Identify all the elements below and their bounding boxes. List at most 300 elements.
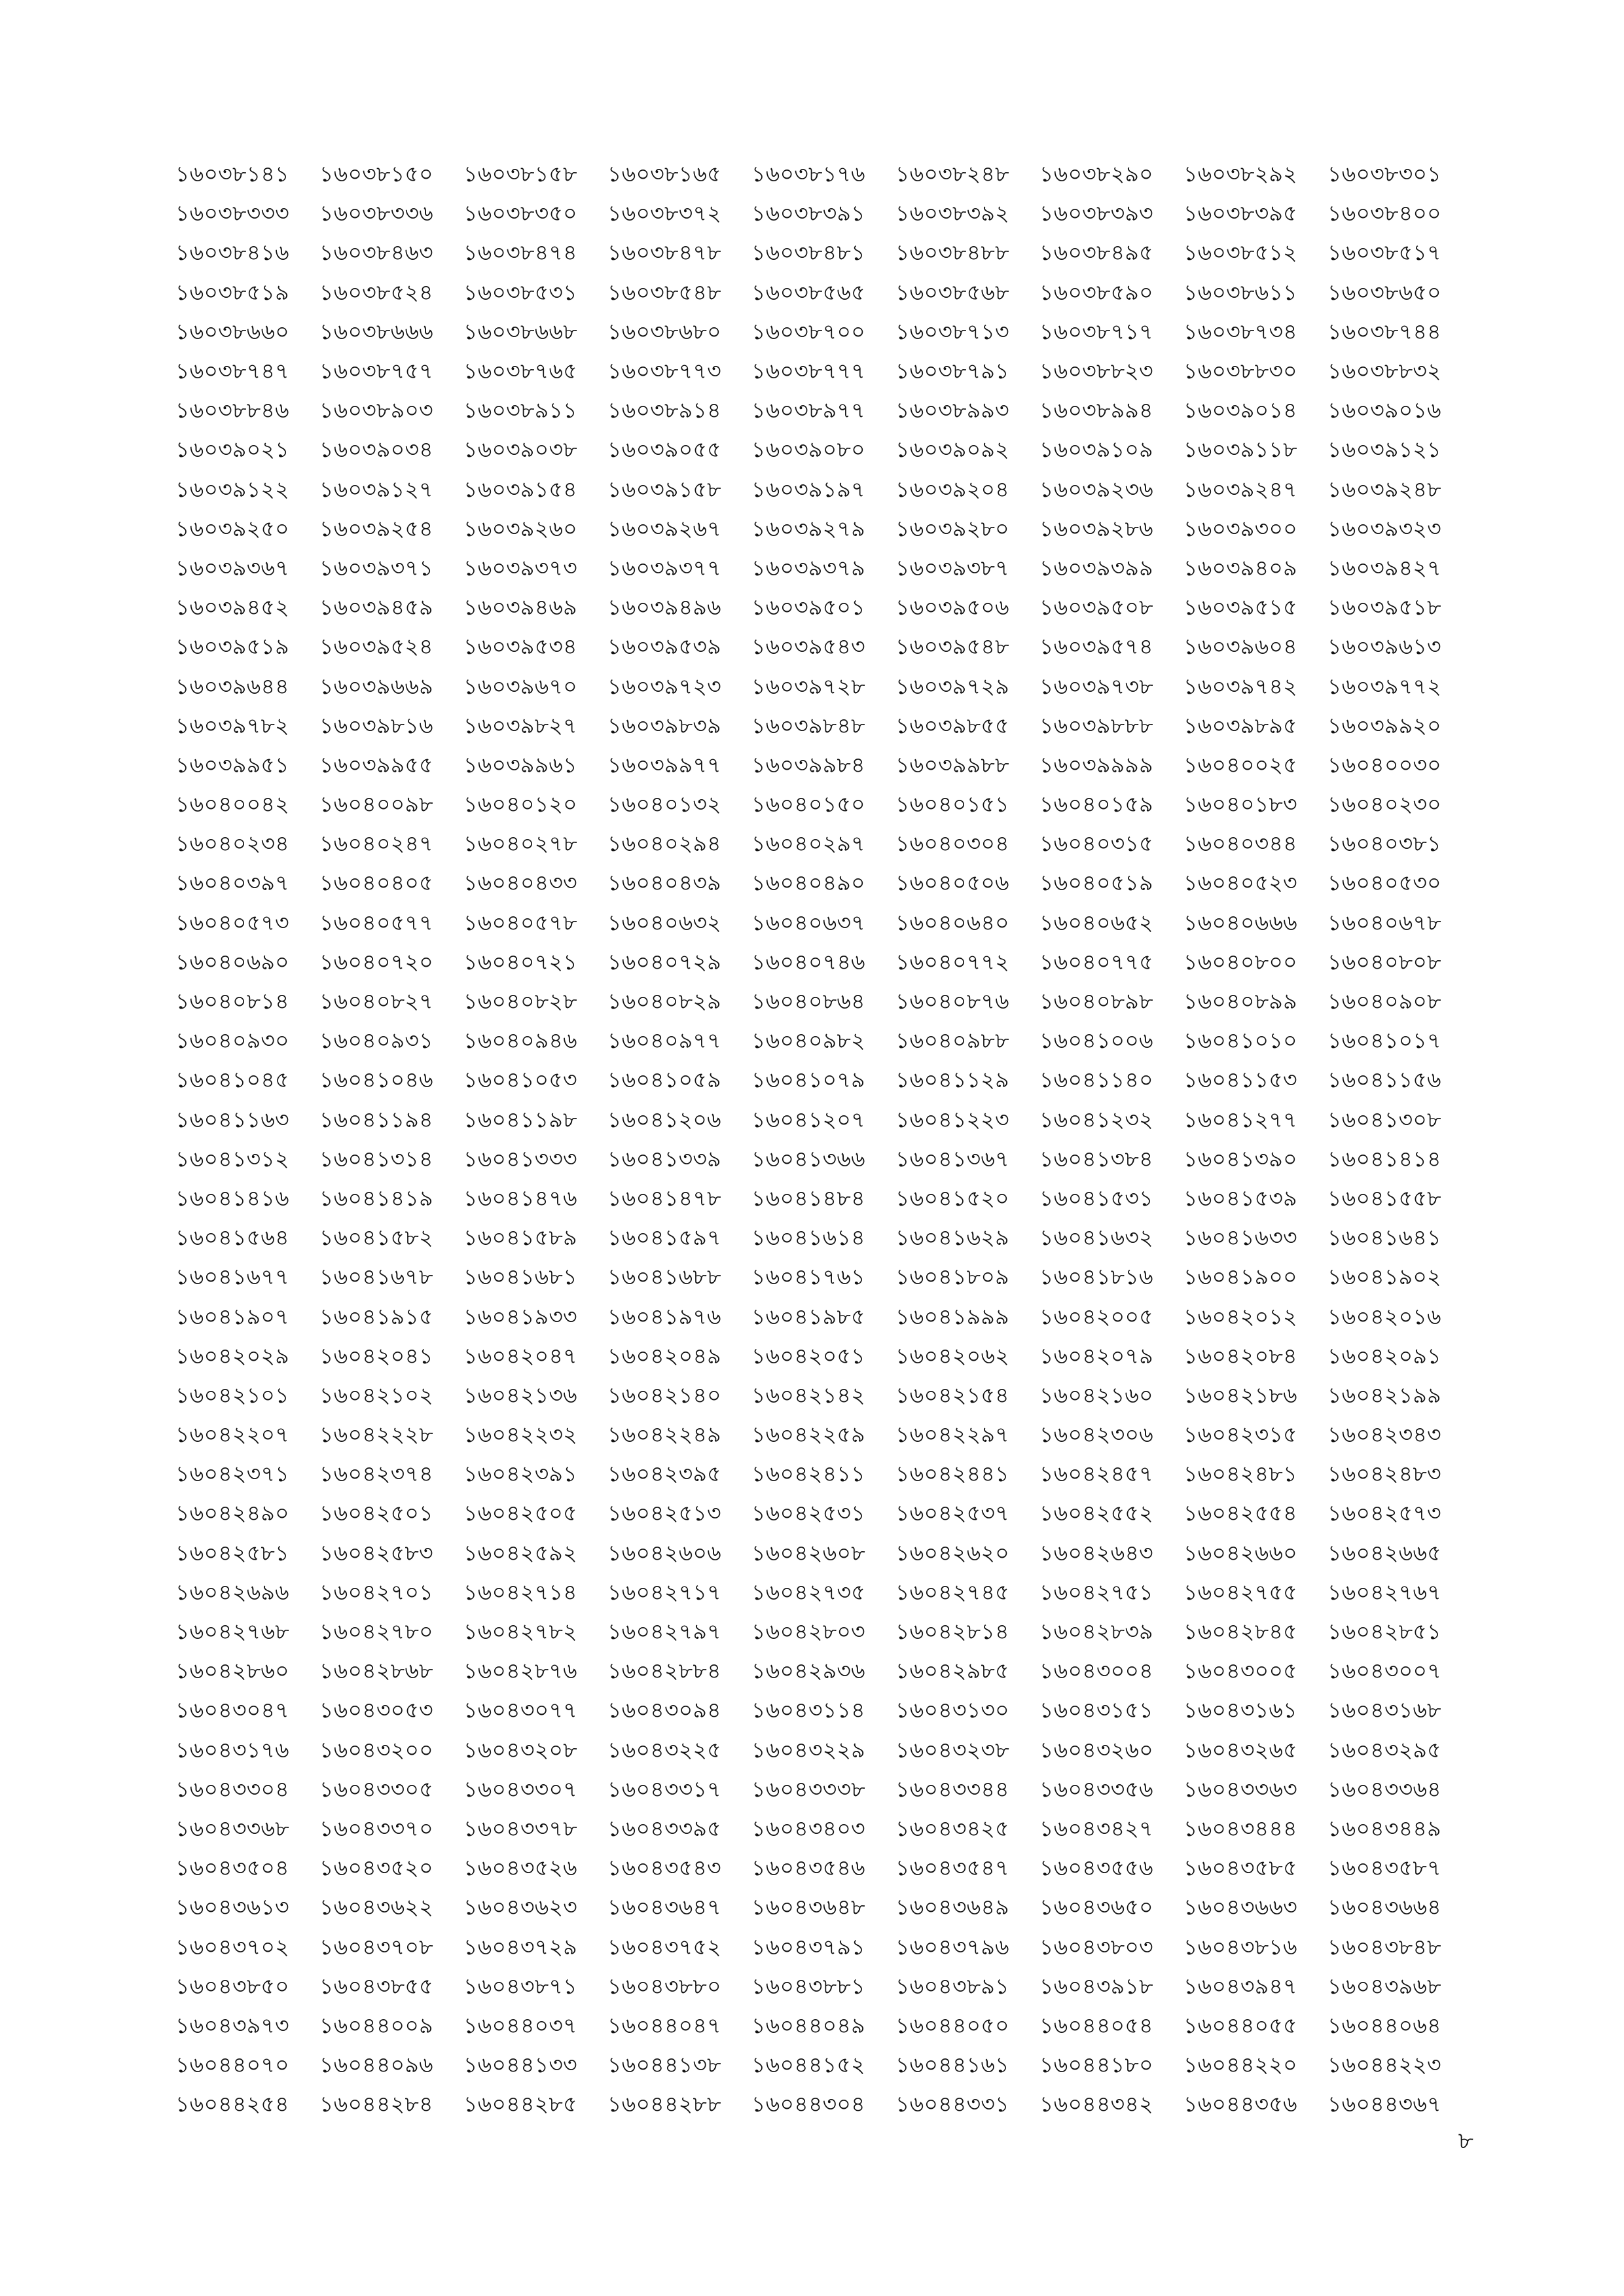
roll-number-cell: ১৬০৩৮৫২৪ [319,279,433,305]
roll-number-cell: ১৬০৪১৮১৬ [1039,1264,1153,1290]
roll-number-cell: ১৬০৪৩১৫১ [1039,1697,1153,1723]
roll-number-cell: ১৬০৪০৩৮১ [1327,831,1441,857]
roll-number-cell: ১৬০৪৩০৪৭ [175,1697,289,1723]
roll-number-cell: ১৬০৪০৮২৭ [319,988,433,1014]
roll-number-cell: ১৬০৪৩১৩০ [895,1697,1009,1723]
table-row [175,1651,1471,1691]
roll-number-cell: ১৬০৪৪২৮৪ [319,2091,433,2117]
roll-number-cell: ১৬০৪২৪১১ [751,1461,865,1487]
roll-number-cell: ১৬০৪২০৪৯ [607,1342,721,1369]
roll-number-cell: ১৬০৪৩৬৬৪ [1327,1894,1441,1920]
roll-number-cell: ১৬০৪০২৩০ [1327,791,1441,817]
table-row [175,1336,1471,1376]
roll-number-cell: ১৬০৪০৯৮২ [751,1028,865,1054]
roll-number-cell: ১৬০৩৯৮৮৮ [1039,712,1153,738]
roll-number-cell: ১৬০৩৯৭২৮ [751,673,865,699]
roll-number-cell: ১৬০৩৮৭৪৪ [1327,318,1441,344]
roll-number-cell: ১৬০৪১৬৪১ [1327,1225,1441,1251]
roll-number-cell: ১৬০৪১৭৬১ [751,1264,865,1290]
roll-number-cell: ১৬০৩৯৮৫৫ [895,712,1009,738]
roll-number-cell: ১৬০৪১২৩২ [1039,1106,1153,1132]
roll-number-cell: ১৬০৪১০১৭ [1327,1028,1441,1054]
roll-number-cell: ১৬০৪৩৩৫৬ [1039,1776,1153,1802]
roll-number-cell: ১৬০৩৯৫৭৪ [1039,634,1153,660]
roll-number-cell: ১৬০৪০১৫১ [895,791,1009,817]
roll-number-cell: ১৬০৪১১৪০ [1039,1067,1153,1093]
roll-number-cell: ১৬০৪৩৫৮৭ [1327,1855,1441,1881]
roll-number-cell: ১৬০৩৯১৫৮ [607,476,721,502]
roll-number-cell: ১৬০৪১০৫৯ [607,1067,721,1093]
roll-number-cell: ১৬০৩৮৫১৭ [1327,240,1441,266]
roll-number-cell: ১৬০৪৩৮৭১ [463,1973,577,1999]
roll-number-cell: ১৬০৪৩৯৪৭ [1183,1973,1297,1999]
roll-number-cell: ১৬০৪১২৭৭ [1183,1106,1297,1132]
roll-number-cell: ১৬০৪৩২০০ [319,1736,433,1763]
roll-number-cell: ১৬০৪০০৯৮ [319,791,433,817]
table-row [175,509,1471,548]
table-row [175,1100,1471,1139]
roll-number-cell: ১৬০৪২৫৫৪ [1183,1500,1297,1526]
roll-number-cell: ১৬০৪১৪৭৮ [607,1185,721,1211]
roll-number-cell: ১৬০৪০৭৭২ [895,948,1009,975]
roll-number-cell: ১৬০৩৯২৫০ [175,515,289,541]
roll-number-cell: ১৬০৪৩৪০৩ [751,1815,865,1841]
roll-number-cell: ১৬০৪০৪৩৯ [607,870,721,896]
roll-number-cell: ১৬০৪৩২৯৫ [1327,1736,1441,1763]
roll-number-cell: ১৬০৪০২৭৮ [463,831,577,857]
roll-number-cell: ১৬০৪৩৫০৪ [175,1855,289,1881]
roll-number-cell: ১৬০৩৮১৪১ [175,161,289,187]
roll-number-cell: ১৬০৪২৩৪৩ [1327,1422,1441,1448]
roll-number-cell: ১৬০৪১৫৩৯ [1183,1185,1297,1211]
roll-number-cell: ১৬০৩৮৫৬৫ [751,279,865,305]
roll-number-cell: ১৬০৩৯৩৯৯ [1039,554,1153,581]
roll-number-cell: ১৬০৩৯৭৪২ [1183,673,1297,699]
roll-number-cell: ১৬০৩৯১২১ [1327,437,1441,463]
table-row [175,351,1471,391]
roll-number-cell: ১৬০৩৮১৫৮ [463,161,577,187]
roll-number-cell: ১৬০৩৯৯৫৫ [319,751,433,778]
roll-number-cell: ১৬০৪২৪৮১ [1183,1461,1297,1487]
roll-number-cell: ১৬০৪৩৭৯৬ [895,1933,1009,1960]
roll-number-cell: ১৬০৩৯২৬০ [463,515,577,541]
roll-number-cell: ১৬০৩৯০৯২ [895,437,1009,463]
table-row [175,2085,1471,2124]
roll-number-cell: ১৬০৪১৫৬৪ [175,1225,289,1251]
roll-number-cell: ১৬০৩৯৩৭৭ [607,554,721,581]
roll-number-cell: ১৬০৪০৫২৩ [1183,870,1297,896]
roll-number-cell: ১৬০৩৮৯৯৩ [895,397,1009,423]
roll-number-cell: ১৬০৪৩৪৪৯ [1327,1815,1441,1841]
roll-number-cell: ১৬০৩৮৯১৪ [607,397,721,423]
table-row [175,548,1471,588]
roll-number-table [175,154,1471,2124]
roll-number-cell: ১৬০৪২৮৪৫ [1183,1619,1297,1645]
roll-number-cell: ১৬০৩৯০৫৫ [607,437,721,463]
roll-number-cell: ১৬০৪১০৪৫ [175,1067,289,1093]
roll-number-cell: ১৬০৩৮৮৩০ [1183,358,1297,384]
roll-number-cell: ১৬০৪৪৩৬৭ [1327,2091,1441,2117]
roll-number-cell: ১৬০৪১৪৮৪ [751,1185,865,1211]
roll-number-cell: ১৬০৪২৮১৪ [895,1619,1009,1645]
roll-number-cell: ১৬০৪২৫০৫ [463,1500,577,1526]
roll-number-cell: ১৬০৪২৮৩৯ [1039,1619,1153,1645]
roll-number-cell: ১৬০৪২৭৪৫ [895,1579,1009,1605]
roll-number-cell: ১৬০৩৯৪০৯ [1183,554,1297,581]
roll-number-cell: ১৬০৩৯২৭৯ [751,515,865,541]
roll-number-cell: ১৬০৪৩০০৪ [1039,1658,1153,1684]
roll-number-cell: ১৬০৪৩৭২৯ [463,1933,577,1960]
roll-number-cell: ১৬০৪১৩৮৪ [1039,1145,1153,1172]
roll-number-cell: ১৬০৪১৯০৭ [175,1303,289,1329]
roll-number-cell: ১৬০৩৮৯১১ [463,397,577,423]
roll-number-cell: ১৬০৪০৭২৯ [607,948,721,975]
roll-number-cell: ১৬০৩৮৯০৩ [319,397,433,423]
roll-number-cell: ১৬০৪১৯৭৬ [607,1303,721,1329]
roll-number-cell: ১৬০৪২৮৭৬ [463,1658,577,1684]
roll-number-cell: ১৬০৪১৬৩৩ [1183,1225,1297,1251]
roll-number-cell: ১৬০৪০৮০০ [1183,948,1297,975]
table-row [175,1376,1471,1415]
roll-number-cell: ১৬০৪২৮৬৮ [319,1658,433,1684]
roll-number-cell: ১৬০৪৩৯১৮ [1039,1973,1153,1999]
table-row [175,1060,1471,1100]
roll-number-cell: ১৬০৪২০৯১ [1327,1342,1441,1369]
roll-number-cell: ১৬০৪১৫৩১ [1039,1185,1153,1211]
roll-number-cell: ১৬০৩৯৫১৮ [1327,594,1441,620]
table-row [175,1494,1471,1533]
roll-number-cell: ১৬০৪১৪৭৬ [463,1185,577,1211]
roll-number-cell: ১৬০৪২৭৬৭ [1327,1579,1441,1605]
roll-number-cell: ১৬০৩৮৩৩৬ [319,200,433,226]
roll-number-cell: ১৬০৪২৪৪১ [895,1461,1009,1487]
table-row [175,1179,1471,1218]
roll-number-cell: ১৬০৩৮৩৯৩ [1039,200,1153,226]
table-row [175,312,1471,351]
roll-number-cell: ১৬০৩৯৪৫৯ [319,594,433,620]
roll-number-cell: ১৬০৩৮৬৮০ [607,318,721,344]
roll-number-cell: ১৬০৪১২২৩ [895,1106,1009,1132]
roll-number-cell: ১৬০৪৪১৩৮ [607,2052,721,2078]
roll-number-cell: ১৬০৪২৫৩৭ [895,1500,1009,1526]
roll-number-cell: ১৬০৪৩৭০৮ [319,1933,433,1960]
roll-number-cell: ১৬০৪২৬৬৫ [1327,1539,1441,1566]
roll-number-cell: ১৬০৪০৯০৮ [1327,988,1441,1014]
roll-number-cell: ১৬০৪০৯৮৮ [895,1028,1009,1054]
roll-number-cell: ১৬০৩৮৪৮১ [751,240,865,266]
roll-number-cell: ১৬০৩৯৬৪৪ [175,673,289,699]
roll-number-cell: ১৬০৪০৯৪৬ [463,1028,577,1054]
roll-number-cell: ১৬০৪৩৫৪৩ [607,1855,721,1881]
roll-number-cell: ১৬০৪০৫০৬ [895,870,1009,896]
roll-number-cell: ১৬০৪২৯৩৬ [751,1658,865,1684]
roll-number-cell: ১৬০৪১৫৮৯ [463,1225,577,1251]
roll-number-cell: ১৬০৩৯১০৯ [1039,437,1153,463]
roll-number-cell: ১৬০৪১০৪৬ [319,1067,433,1093]
roll-number-cell: ১৬০৪০৭৪৬ [751,948,865,975]
roll-number-cell: ১৬০৪৩৮৫০ [175,1973,289,1999]
table-row [175,1927,1471,1966]
roll-number-cell: ১৬০৪২১৮৬ [1183,1382,1297,1408]
roll-number-cell: ১৬০৩৮৮২৩ [1039,358,1153,384]
roll-number-cell: ১৬০৪১৪১৪ [1327,1145,1441,1172]
roll-number-cell: ১৬০৪১৩৩৩ [463,1145,577,1172]
roll-number-cell: ১৬০৪০৩০৪ [895,831,1009,857]
roll-number-cell: ১৬০৩৯০৩৮ [463,437,577,463]
roll-number-cell: ১৬০৪৩৩৩৮ [751,1776,865,1802]
table-row [175,1415,1471,1454]
roll-number-cell: ১৬০৩৮৬৬৮ [463,318,577,344]
roll-number-cell: ১৬০৩৯০১৬ [1327,397,1441,423]
roll-number-cell: ১৬০৪৩২২৯ [751,1736,865,1763]
roll-number-cell: ১৬০৪৩৩৭৮ [463,1815,577,1841]
roll-number-cell: ১৬০৪০০৪২ [175,791,289,817]
roll-number-cell: ১৬০৪০৪৯০ [751,870,865,896]
roll-number-cell: ১৬০৩৯৯৯৯ [1039,751,1153,778]
roll-number-cell: ১৬০৪০২৪৭ [319,831,433,857]
roll-number-cell: ১৬০৩৯২৪৮ [1327,476,1441,502]
roll-number-cell: ১৬০৪১৩৬৭ [895,1145,1009,1172]
table-row [175,391,1471,430]
roll-number-cell: ১৬০৪১৩৯০ [1183,1145,1297,1172]
roll-number-cell: ১৬০৪২৮৮৪ [607,1658,721,1684]
roll-number-cell: ১৬০৪০১৩২ [607,791,721,817]
roll-number-cell: ১৬০৪৪০৯৬ [319,2052,433,2078]
roll-number-cell: ১৬০৩৯৬০৪ [1183,634,1297,660]
roll-number-cell: ১৬০৪০২৩৪ [175,831,289,857]
roll-number-cell: ১৬০৩৮৩৯২ [895,200,1009,226]
roll-number-cell: ১৬০৪২০০৫ [1039,1303,1153,1329]
roll-number-cell: ১৬০৪০৫৭৮ [463,909,577,935]
roll-number-cell: ১৬০৩৮৫৬৮ [895,279,1009,305]
roll-number-cell: ১৬০৪৪০৫০ [895,2012,1009,2038]
table-row [175,1257,1471,1297]
roll-number-cell: ১৬০৪২০৫১ [751,1342,865,1369]
roll-number-cell: ১৬০৩৮৪০০ [1327,200,1441,226]
roll-number-cell: ১৬০৪১১৬৩ [175,1106,289,1132]
roll-number-cell: ১৬০৪২০১৬ [1327,1303,1441,1329]
roll-number-cell: ১৬০৪৩৫২৬ [463,1855,577,1881]
roll-number-cell: ১৬০৩৯২৮০ [895,515,1009,541]
roll-number-cell: ১৬০৩৯৩০০ [1183,515,1297,541]
roll-number-cell: ১৬০৩৯৫০৮ [1039,594,1153,620]
roll-number-cell: ১৬০৪৩৪৪৪ [1183,1815,1297,1841]
roll-number-cell: ১৬০৪১৯৮৫ [751,1303,865,1329]
roll-number-cell: ১৬০৪৩২২৫ [607,1736,721,1763]
table-row [175,1888,1471,1927]
table-row [175,1454,1471,1494]
roll-number-cell: ১৬০৪৩৮৪৮ [1327,1933,1441,1960]
roll-number-cell: ১৬০৪৩৫৮৫ [1183,1855,1297,1881]
roll-number-cell: ১৬০৩৯৯২০ [1327,712,1441,738]
roll-number-cell: ১৬০৪২৯৮৫ [895,1658,1009,1684]
table-row [175,824,1471,863]
roll-number-cell: ১৬০৪০৩৪৪ [1183,831,1297,857]
roll-number-cell: ১৬০৪২১৪০ [607,1382,721,1408]
roll-number-cell: ১৬০৪৩৫৫৬ [1039,1855,1153,1881]
roll-number-cell: ১৬০৪০৮৯৮ [1039,988,1153,1014]
roll-number-cell: ১৬০৩৯৫২৪ [319,634,433,660]
roll-number-cell: ১৬০৪০৮২৯ [607,988,721,1014]
roll-number-cell: ১৬০৪৪১৫২ [751,2052,865,2078]
roll-number-cell: ১৬০৪১৯৩৩ [463,1303,577,1329]
roll-number-cell: ১৬০৪২২০৭ [175,1422,289,1448]
roll-number-cell: ১৬০৩৮৭১৩ [895,318,1009,344]
roll-number-cell: ১৬০৪৩০৯৪ [607,1697,721,1723]
roll-number-cell: ১৬০৩৯৪৬৯ [463,594,577,620]
roll-number-cell: ১৬০৩৮৩০১ [1327,161,1441,187]
roll-number-cell: ১৬০৩৮৪৭৪ [463,240,577,266]
roll-number-cell: ১৬০৪১৫৫৮ [1327,1185,1441,1211]
roll-number-cell: ১৬০৩৯৩৭১ [319,554,433,581]
roll-number-cell: ১৬০৩৯৫১৯ [175,634,289,660]
roll-number-cell: ১৬০৩৮২৪৮ [895,161,1009,187]
roll-number-cell: ১৬০৪২৮০৩ [751,1619,865,1645]
roll-number-cell: ১৬০৩৮৭৪৭ [175,358,289,384]
roll-number-cell: ১৬০৩৯৫০১ [751,594,865,620]
roll-number-cell: ১৬০৩৮৬৬০ [175,318,289,344]
table-row [175,1297,1471,1336]
roll-number-cell: ১৬০৪৩৬৬৩ [1183,1894,1297,1920]
roll-number-cell: ১৬০৪৩৬২২ [319,1894,433,1920]
roll-number-table-body [175,154,1471,2124]
roll-number-cell: ১৬০৪১৮০৯ [895,1264,1009,1290]
roll-number-cell: ১৬০৪০১৫০ [751,791,865,817]
table-row [175,470,1471,509]
roll-number-cell: ১৬০৪০৯৩০ [175,1028,289,1054]
roll-number-cell: ১৬০৪২৫৭৩ [1327,1500,1441,1526]
roll-number-cell: ১৬০৪২৭৫১ [1039,1579,1153,1605]
roll-number-cell: ১৬০৪৩৫৪৬ [751,1855,865,1881]
roll-number-cell: ১৬০৪৩৮৮১ [751,1973,865,1999]
roll-number-cell: ১৬০৪২৮৬০ [175,1658,289,1684]
roll-number-cell: ১৬০৪৩৬৪৯ [895,1894,1009,1920]
roll-number-cell: ১৬০৩৯৮৪৮ [751,712,865,738]
roll-number-cell: ১৬০৪১৯৯৯ [895,1303,1009,1329]
roll-number-cell: ১৬০৪৪০৪৭ [607,2012,721,2038]
roll-number-cell: ১৬০৩৯৮১৬ [319,712,433,738]
roll-number-cell: ১৬০৪০৬৩২ [607,909,721,935]
roll-number-cell: ১৬০৪০৬৪০ [895,909,1009,935]
roll-number-cell: ১৬০৩৯১১৮ [1183,437,1297,463]
roll-number-cell: ১৬০৩৯০৩৪ [319,437,433,463]
roll-number-cell: ১৬০৪১৬৭৮ [319,1264,433,1290]
table-row [175,1573,1471,1612]
roll-number-cell: ১৬০৩৮৪৬৩ [319,240,433,266]
roll-number-cell: ১৬০৪২১০২ [319,1382,433,1408]
roll-number-cell: ১৬০৩৯৭২৩ [607,673,721,699]
roll-number-cell: ১৬০৩৯৩৮৭ [895,554,1009,581]
roll-number-cell: ১৬০৪১১৫৬ [1327,1067,1441,1093]
table-row [175,1691,1471,1730]
roll-number-cell: ১৬০৩৮৬৫০ [1327,279,1441,305]
roll-number-cell: ১৬০৪৩৮১৬ [1183,1933,1297,1960]
roll-number-cell: ১৬০৪০৬৯০ [175,948,289,975]
roll-number-cell: ১৬০৪৪১৬১ [895,2052,1009,2078]
roll-number-cell: ১৬০৪৪২৮৫ [463,2091,577,2117]
roll-number-cell: ১৬০৩৮৭৬৫ [463,358,577,384]
table-row [175,785,1471,824]
roll-number-cell: ১৬০৪৪২২০ [1183,2052,1297,2078]
page-number: ৮ [1458,2128,1473,2155]
roll-number-cell: ১৬০৪২১০১ [175,1382,289,1408]
table-row [175,2045,1471,2085]
roll-number-cell: ১৬০৪০৮২৮ [463,988,577,1014]
roll-number-cell: ১৬০৪১৬৮১ [463,1264,577,1290]
roll-number-cell: ১৬০৪৩১১৪ [751,1697,865,1723]
table-row [175,982,1471,1021]
roll-number-cell: ১৬০৪০৮১৪ [175,988,289,1014]
roll-number-cell: ১৬০৩৮৪১৬ [175,240,289,266]
roll-number-cell: ১৬০৩৯৬১৩ [1327,634,1441,660]
roll-number-cell: ১৬০৩৯১৯৭ [751,476,865,502]
roll-number-cell: ১৬০৪২৩৭৪ [319,1461,433,1487]
roll-number-cell: ১৬০৪০৭২১ [463,948,577,975]
roll-number-cell: ১৬০৩৮৭৭৭ [751,358,865,384]
roll-number-cell: ১৬০৩৮১৫০ [319,161,433,187]
roll-number-cell: ১৬০৪২০৪১ [319,1342,433,1369]
roll-number-cell: ১৬০৩৯৩৭৯ [751,554,865,581]
roll-number-cell: ১৬০৪৪২৮৮ [607,2091,721,2117]
roll-number-cell: ১৬০৪২৬৪৩ [1039,1539,1153,1566]
roll-number-cell: ১৬০৪১৯০২ [1327,1264,1441,1290]
roll-number-cell: ১৬০৪৪২৫৪ [175,2091,289,2117]
roll-number-cell: ১৬০৪৩২০৮ [463,1736,577,1763]
roll-number-cell: ১৬০৪১৩৬৬ [751,1145,865,1172]
table-row [175,706,1471,745]
roll-number-cell: ১৬০৪০৭২০ [319,948,433,975]
roll-number-cell: ১৬০৪২০৬২ [895,1342,1009,1369]
roll-number-cell: ১৬০৪৪০৪৯ [751,2012,865,2038]
table-row [175,430,1471,469]
roll-number-cell: ১৬০৪২০১২ [1183,1303,1297,1329]
roll-number-cell: ১৬০৪২১৬০ [1039,1382,1153,1408]
table-row [175,1770,1471,1809]
roll-number-cell: ১৬০৩৯৬৬৯ [319,673,433,699]
table-row [175,1021,1471,1060]
roll-number-cell: ১৬০৩৯১২৭ [319,476,433,502]
table-row [175,273,1471,312]
roll-number-cell: ১৬০৪৪১৩৩ [463,2052,577,2078]
roll-number-cell: ১৬০৪৪৩৫৬ [1183,2091,1297,2117]
roll-number-cell: ১৬০৩৯৮৯৫ [1183,712,1297,738]
roll-number-cell: ১৬০৪১৪১৬ [175,1185,289,1211]
roll-number-cell: ১৬০৩৯৫০৬ [895,594,1009,620]
roll-number-cell: ১৬০৪২৬০৬ [607,1539,721,1566]
roll-number-cell: ১৬০৪৩২৬৫ [1183,1736,1297,1763]
roll-number-cell: ১৬০৩৯৬৭০ [463,673,577,699]
roll-number-cell: ১৬০৪০৩৯৭ [175,870,289,896]
table-row [175,942,1471,982]
roll-number-cell: ১৬০৪০৫৭৭ [319,909,433,935]
roll-number-cell: ১৬০৪২৩৭১ [175,1461,289,1487]
roll-number-cell: ১৬০৪১১৫৩ [1183,1067,1297,1093]
roll-number-cell: ১৬০৪২৩১৫ [1183,1422,1297,1448]
roll-number-cell: ১৬০৩৯৪২৭ [1327,554,1441,581]
roll-number-cell: ১৬০৪৩২৬০ [1039,1736,1153,1763]
roll-number-cell: ১৬০৩৮৫১৯ [175,279,289,305]
roll-number-cell: ১৬০৪২৭৮০ [319,1619,433,1645]
roll-number-cell: ১৬০৪৩৫৪৭ [895,1855,1009,1881]
table-row [175,2006,1471,2045]
roll-number-cell: ১৬০৪৩৩০৭ [463,1776,577,1802]
roll-number-cell: ১৬০৪৩৯৭৩ [175,2012,289,2038]
roll-number-cell: ১৬০৪২০৪৭ [463,1342,577,1369]
roll-number-cell: ১৬০৪০২৯৪ [607,831,721,857]
table-row [175,745,1471,785]
roll-number-cell: ১৬০৪৩১৬১ [1183,1697,1297,1723]
table-row [175,1139,1471,1179]
